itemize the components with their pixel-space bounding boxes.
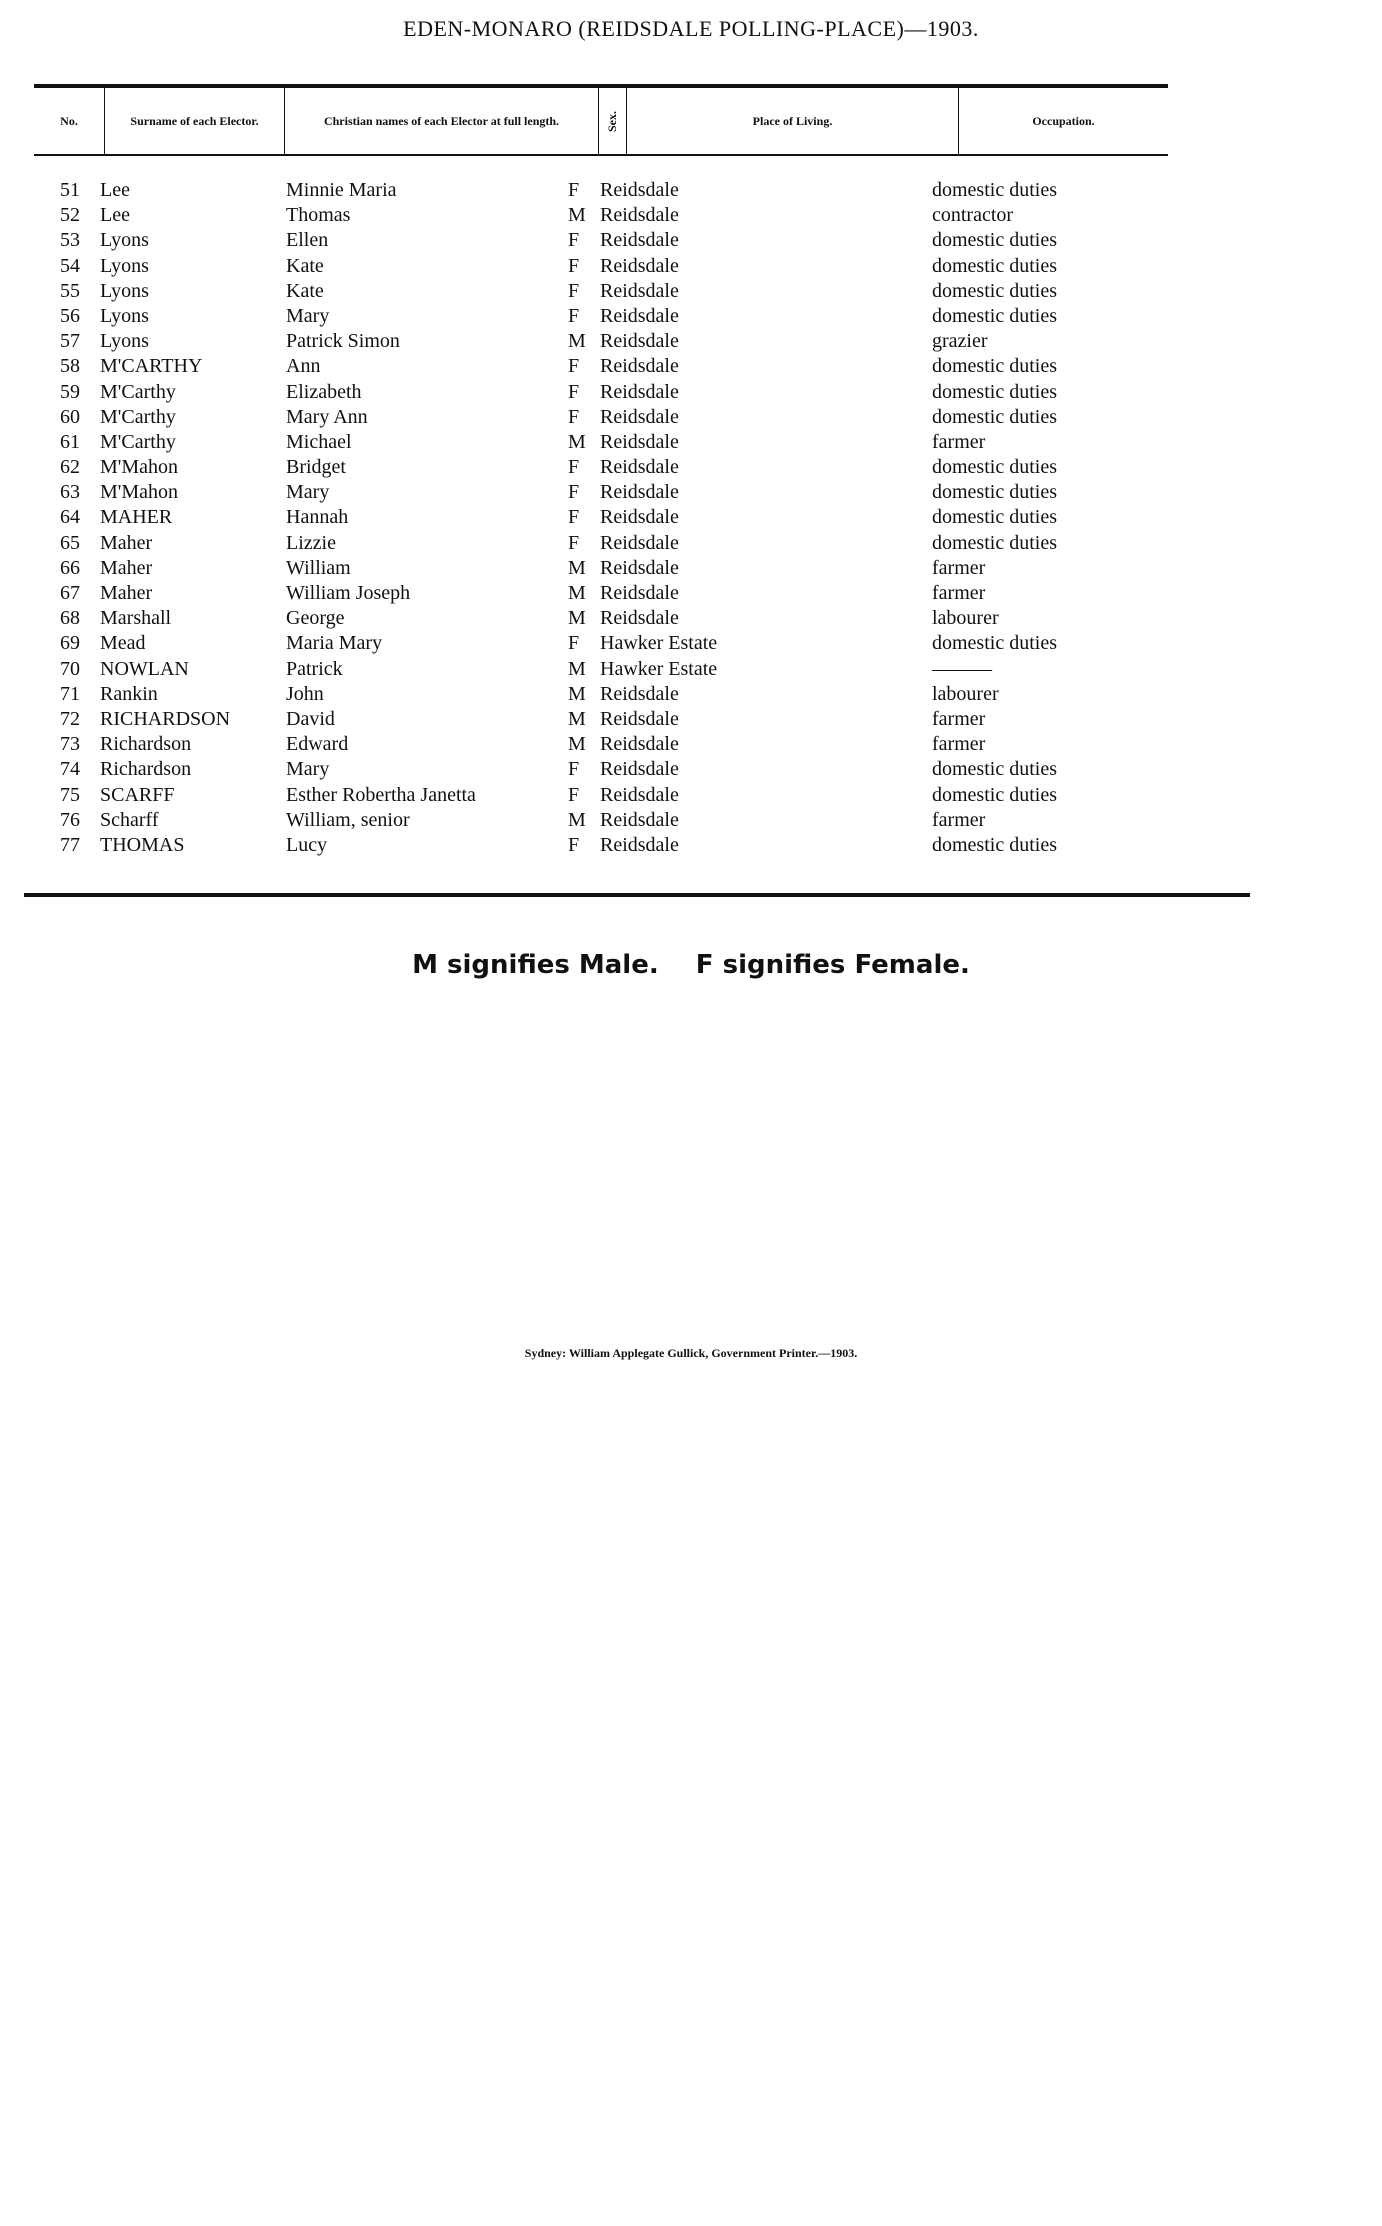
table-row (0, 783, 1382, 808)
elector-christian-names: Elizabeth (286, 380, 362, 403)
elector-surname: Maher (100, 556, 153, 579)
table-row (0, 505, 1382, 530)
elector-christian-names: Mary (286, 481, 330, 504)
elector-sex: F (568, 758, 580, 781)
elector-sex: F (568, 229, 580, 252)
elector-place: Reidsdale (600, 531, 679, 554)
elector-surname: Richardson (100, 758, 192, 781)
elector-sex: F (568, 783, 580, 806)
elector-surname: M'Carthy (100, 430, 176, 453)
elector-christian-names: Ann (286, 355, 321, 378)
elector-christian-names: Bridget (286, 456, 346, 479)
elector-sex: M (568, 556, 586, 579)
elector-number: 56 (60, 304, 80, 327)
elector-number: 64 (60, 506, 80, 529)
elector-sex: F (568, 531, 580, 554)
elector-christian-names: Michael (286, 430, 352, 453)
header-place: Place of Living. (626, 88, 958, 154)
elector-place: Reidsdale (600, 783, 679, 806)
table-row (0, 279, 1382, 304)
table-row (0, 405, 1382, 430)
elector-sex: M (568, 808, 586, 831)
elector-surname: Lyons (100, 229, 149, 252)
elector-number: 70 (60, 657, 80, 680)
elector-surname: Lee (100, 204, 130, 227)
elector-occupation: domestic duties (932, 481, 1057, 504)
elector-christian-names: Thomas (286, 204, 351, 227)
table-row (0, 657, 1382, 682)
elector-surname: M'CARTHY (100, 355, 203, 378)
elector-surname: Maher (100, 582, 153, 604)
elector-sex: F (568, 481, 580, 504)
elector-christian-names: John (286, 682, 324, 705)
elector-place: Reidsdale (600, 707, 679, 730)
elector-christian-names: Mary (286, 304, 330, 327)
elector-surname: Mead (100, 632, 146, 655)
elector-place: Hawker Estate (600, 657, 718, 680)
elector-number: 58 (60, 355, 80, 378)
elector-christian-names: Mary (286, 758, 330, 781)
elector-surname: M'Carthy (100, 405, 176, 428)
elector-christian-names: Lucy (286, 833, 328, 856)
elector-number: 51 (60, 179, 80, 201)
table-row (0, 707, 1382, 732)
elector-occupation: domestic duties (932, 833, 1057, 856)
elector-occupation: farmer (932, 556, 986, 579)
elector-christian-names: Kate (286, 279, 324, 302)
elector-occupation: domestic duties (932, 456, 1057, 479)
elector-number: 53 (60, 229, 80, 252)
elector-surname: SCARFF (100, 783, 175, 806)
elector-number: 62 (60, 456, 80, 479)
table-header (34, 88, 1168, 154)
elector-surname: RICHARDSON (100, 707, 231, 730)
elector-place: Reidsdale (600, 229, 679, 252)
table-row (0, 430, 1382, 455)
elector-number: 77 (60, 833, 80, 856)
elector-christian-names: Patrick (286, 657, 343, 680)
elector-number: 74 (60, 758, 80, 781)
elector-occupation: grazier (932, 330, 988, 353)
header-sex (598, 88, 626, 154)
elector-place: Hawker Estate (600, 632, 718, 655)
elector-christian-names: David (286, 707, 335, 730)
sex-legend (0, 950, 1382, 980)
elector-christian-names: Ellen (286, 229, 329, 252)
page-title: EDEN-MONARO (REIDSDALE POLLING-PLACE)—1903. (403, 16, 979, 41)
elector-number: 52 (60, 204, 80, 227)
elector-christian-names: Hannah (286, 506, 349, 529)
elector-surname: Lyons (100, 279, 149, 302)
elector-place: Reidsdale (600, 582, 679, 604)
elector-sex: M (568, 204, 586, 227)
elector-christian-names: Edward (286, 733, 349, 756)
elector-occupation: domestic duties (932, 254, 1057, 277)
elector-sex: M (568, 330, 586, 353)
elector-number: 57 (60, 330, 80, 353)
table-row (0, 354, 1382, 379)
elector-place: Reidsdale (600, 682, 679, 705)
table-row (0, 833, 1382, 858)
elector-number: 60 (60, 405, 80, 428)
elector-sex: M (568, 657, 586, 680)
header-bottom-rule (34, 154, 1168, 156)
table-row (0, 203, 1382, 228)
table-row (0, 455, 1382, 480)
elector-sex: F (568, 506, 580, 529)
elector-place: Reidsdale (600, 355, 679, 378)
elector-occupation: domestic duties (932, 405, 1057, 428)
elector-sex: M (568, 430, 586, 453)
elector-christian-names: Minnie Maria (286, 179, 397, 201)
elector-surname: Lyons (100, 330, 149, 353)
table-row (0, 631, 1382, 656)
elector-number: 76 (60, 808, 80, 831)
table-row (0, 556, 1382, 581)
elector-number: 72 (60, 707, 80, 730)
elector-place: Reidsdale (600, 607, 679, 630)
elector-place: Reidsdale (600, 758, 679, 781)
elector-number: 67 (60, 582, 80, 604)
table-row (0, 480, 1382, 505)
elector-sex: F (568, 456, 580, 479)
elector-sex: F (568, 405, 580, 428)
elector-occupation: contractor (932, 204, 1014, 227)
elector-occupation: domestic duties (932, 783, 1057, 806)
elector-occupation: farmer (932, 430, 986, 453)
elector-place: Reidsdale (600, 481, 679, 504)
elector-surname: Lee (100, 179, 130, 201)
elector-sex: F (568, 279, 580, 302)
elector-place: Reidsdale (600, 330, 679, 353)
elector-place: Reidsdale (600, 456, 679, 479)
elector-surname: Lyons (100, 304, 149, 327)
elector-place: Reidsdale (600, 304, 679, 327)
legend-female: F signifies Female. (695, 950, 970, 980)
elector-sex: F (568, 304, 580, 327)
elector-sex: F (568, 355, 580, 378)
elector-occupation: labourer (932, 607, 999, 630)
elector-occupation: domestic duties (932, 380, 1057, 403)
elector-christian-names: Kate (286, 254, 324, 277)
table-row (0, 808, 1382, 833)
elector-place: Reidsdale (600, 405, 679, 428)
elector-occupation: labourer (932, 682, 999, 705)
elector-surname: Rankin (100, 682, 158, 705)
elector-occupation: domestic duties (932, 632, 1057, 655)
elector-number: 55 (60, 279, 80, 302)
table-row (0, 178, 1382, 203)
elector-occupation: domestic duties (932, 355, 1057, 378)
table-row (0, 682, 1382, 707)
elector-surname: MAHER (100, 506, 173, 529)
elector-place: Reidsdale (600, 833, 679, 856)
elector-christian-names: George (286, 607, 345, 630)
header-occupation: Occupation. (958, 88, 1168, 154)
elector-sex: M (568, 582, 586, 604)
elector-christian-names: William (286, 556, 351, 579)
elector-sex: M (568, 607, 586, 630)
elector-place: Reidsdale (600, 254, 679, 277)
elector-occupation: farmer (932, 582, 986, 604)
elector-surname: M'Carthy (100, 380, 176, 403)
elector-surname: Scharff (100, 808, 159, 831)
header-christian-names: Christian names of each Elector at full length. (284, 88, 598, 154)
table-row (0, 531, 1382, 556)
elector-place: Reidsdale (600, 204, 679, 227)
elector-number: 69 (60, 632, 80, 655)
elector-number: 75 (60, 783, 80, 806)
table-row (0, 228, 1382, 253)
table-row (0, 329, 1382, 354)
elector-occupation: farmer (932, 808, 986, 831)
elector-occupation: domestic duties (932, 179, 1057, 201)
elector-place: Reidsdale (600, 279, 679, 302)
header-no: No. (60, 113, 78, 128)
elector-place: Reidsdale (600, 380, 679, 403)
elector-sex: M (568, 707, 586, 730)
elector-christian-names: William Joseph (286, 582, 411, 604)
elector-sex: F (568, 833, 580, 856)
elector-number: 59 (60, 380, 80, 403)
elector-sex: M (568, 733, 586, 756)
elector-sex: F (568, 632, 580, 655)
table-row (0, 380, 1382, 405)
table-row (0, 304, 1382, 329)
elector-place: Reidsdale (600, 808, 679, 831)
elector-occupation: domestic duties (932, 758, 1057, 781)
elector-number: 73 (60, 733, 80, 756)
elector-christian-names: Maria Mary (286, 632, 383, 655)
elector-surname: M'Mahon (100, 456, 179, 479)
elector-occupation: domestic duties (932, 506, 1057, 529)
elector-christian-names: Mary Ann (286, 405, 368, 428)
elector-christian-names: Patrick Simon (286, 330, 400, 353)
elector-surname: NOWLAN (100, 657, 189, 680)
elector-occupation: ——— (932, 657, 992, 680)
elector-surname: Maher (100, 531, 153, 554)
elector-christian-names: Lizzie (286, 531, 336, 554)
table-row (0, 757, 1382, 782)
elector-sex: F (568, 254, 580, 277)
elector-number: 61 (60, 430, 80, 453)
elector-number: 66 (60, 556, 80, 579)
elector-surname: Lyons (100, 254, 149, 277)
elector-number: 65 (60, 531, 80, 554)
elector-number: 54 (60, 254, 80, 277)
elector-surname: Marshall (100, 607, 172, 630)
elector-number: 68 (60, 607, 80, 630)
elector-sex: F (568, 380, 580, 403)
header-sex-label: Sex. (605, 110, 619, 132)
elector-sex: M (568, 682, 586, 705)
legend-male: M signifies Male. (412, 950, 659, 980)
table-bottom-rule (24, 893, 1250, 897)
elector-occupation: domestic duties (932, 279, 1057, 302)
elector-surname: M'Mahon (100, 481, 179, 504)
table-row (0, 606, 1382, 631)
elector-occupation: farmer (932, 707, 986, 730)
elector-place: Reidsdale (600, 179, 679, 201)
elector-occupation: farmer (932, 733, 986, 756)
elector-occupation: domestic duties (932, 229, 1057, 252)
elector-number: 63 (60, 481, 80, 504)
elector-number: 71 (60, 682, 80, 705)
elector-occupation: domestic duties (932, 304, 1057, 327)
elector-list (0, 178, 1382, 858)
elector-surname: THOMAS (100, 833, 185, 856)
elector-place: Reidsdale (600, 506, 679, 529)
elector-christian-names: Esther Robertha Janetta (286, 783, 476, 806)
elector-surname: Richardson (100, 733, 192, 756)
elector-christian-names: William, senior (286, 808, 410, 831)
elector-sex: F (568, 179, 580, 201)
header-surname: Surname of each Elector. (104, 88, 284, 154)
elector-occupation: domestic duties (932, 531, 1057, 554)
elector-place: Reidsdale (600, 430, 679, 453)
elector-place: Reidsdale (600, 556, 679, 579)
table-row (0, 581, 1382, 606)
table-row (0, 732, 1382, 757)
elector-place: Reidsdale (600, 733, 679, 756)
table-row (0, 254, 1382, 279)
printer-imprint: Sydney: William Applegate Gullick, Government Printer.—1903. (524, 1346, 858, 1360)
